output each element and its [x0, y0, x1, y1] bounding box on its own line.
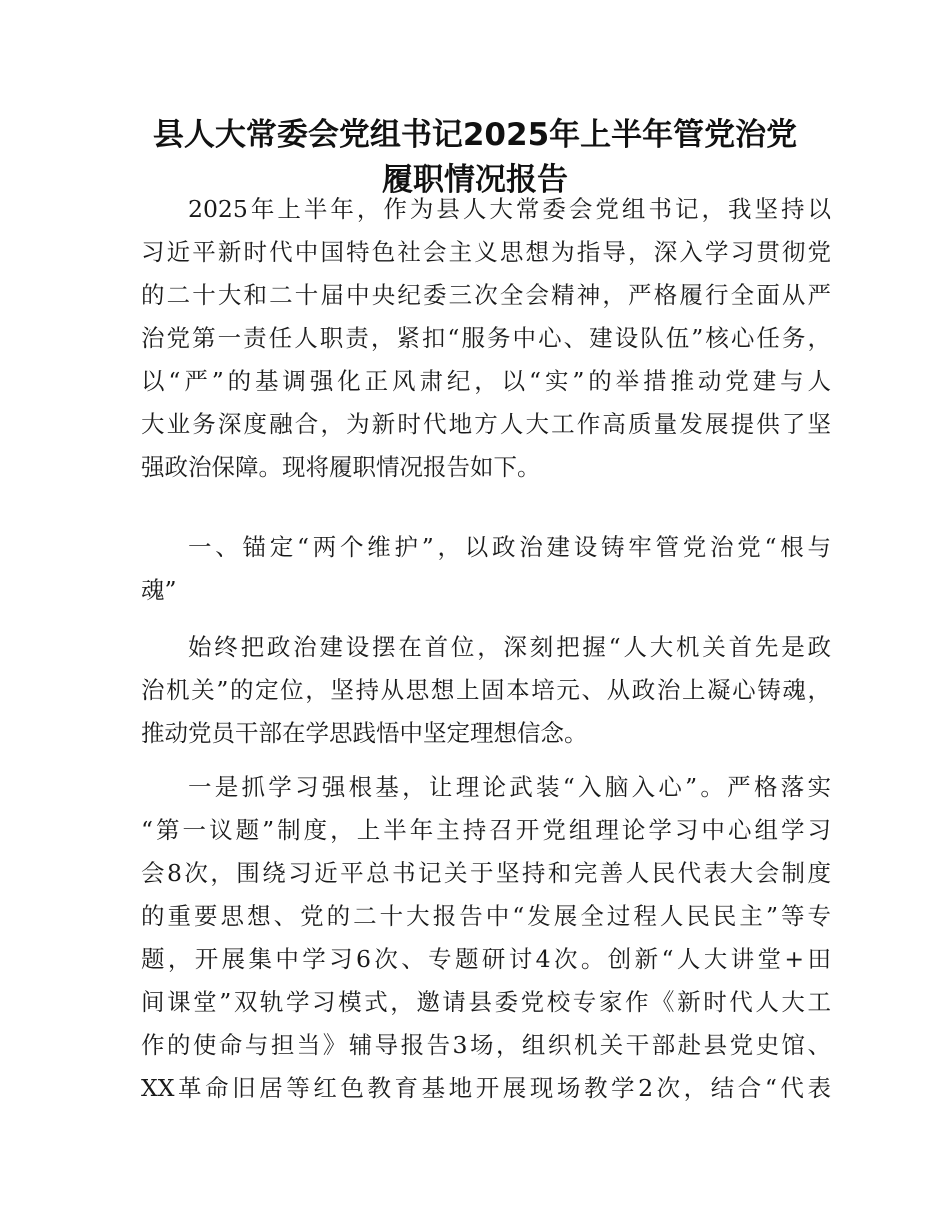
paragraph-line: 题，开展集中学习6次、专题研讨4次。创新“人大讲堂+田 — [141, 945, 831, 973]
document-title-line-2: 履职情况报告 — [382, 162, 568, 198]
paragraph-line: 始终把政治建设摆在首位，深刻把握“人大机关首先是政 — [188, 633, 831, 661]
paragraph-line: 一是抓学习强根基，让理论武装“入脑入心”。严格落实 — [188, 773, 831, 801]
paragraph-line: 的重要思想、党的二十大报告中“发展全过程人民民主”等专 — [141, 902, 831, 930]
paragraph-line: 以“严”的基调强化正风肃纪，以“实”的举措推动党建与人 — [141, 367, 831, 395]
paragraph-line: 作的使命与担当》辅导报告3场，组织机关干部赴县党史馆、 — [141, 1031, 831, 1059]
paragraph-line: “第一议题”制度，上半年主持召开党组理论学习中心组学习 — [141, 816, 831, 844]
paragraph-line: 治党第一责任人职责，紧扣“服务中心、建设队伍”核心任务， — [141, 324, 831, 352]
paragraph-line: XX革命旧居等红色教育基地开展现场教学2次，结合“代表 — [141, 1074, 831, 1102]
section-heading-line: 魂” — [141, 576, 177, 604]
paragraph-line: 推动党员干部在学思践悟中坚定理想信念。 — [141, 719, 588, 747]
paragraph-line: 习近平新时代中国特色社会主义思想为指导，深入学习贯彻党 — [141, 238, 831, 266]
section-heading-line: 一、锚定“两个维护”，以政治建设铸牢管党治党“根与 — [188, 533, 831, 561]
paragraph-line: 2025年上半年，作为县人大常委会党组书记，我坚持以 — [188, 195, 831, 223]
paragraph-line: 会8次，围绕习近平总书记关于坚持和完善人民代表大会制度 — [141, 859, 831, 887]
paragraph-line: 强政治保障。现将履职情况报告如下。 — [141, 453, 541, 481]
paragraph-line: 大业务深度融合，为新时代地方人大工作高质量发展提供了坚 — [141, 410, 831, 438]
paragraph-line: 间课堂”双轨学习模式，邀请县委党校专家作《新时代人大工 — [141, 988, 831, 1016]
document-title-line-1: 县人大常委会党组书记2025年上半年管党治党 — [152, 117, 798, 153]
paragraph-line: 的二十大和二十届中央纪委三次全会精神，严格履行全面从严 — [141, 281, 831, 309]
paragraph-line: 治机关”的定位，坚持从思想上固本培元、从政治上凝心铸魂， — [141, 676, 831, 704]
